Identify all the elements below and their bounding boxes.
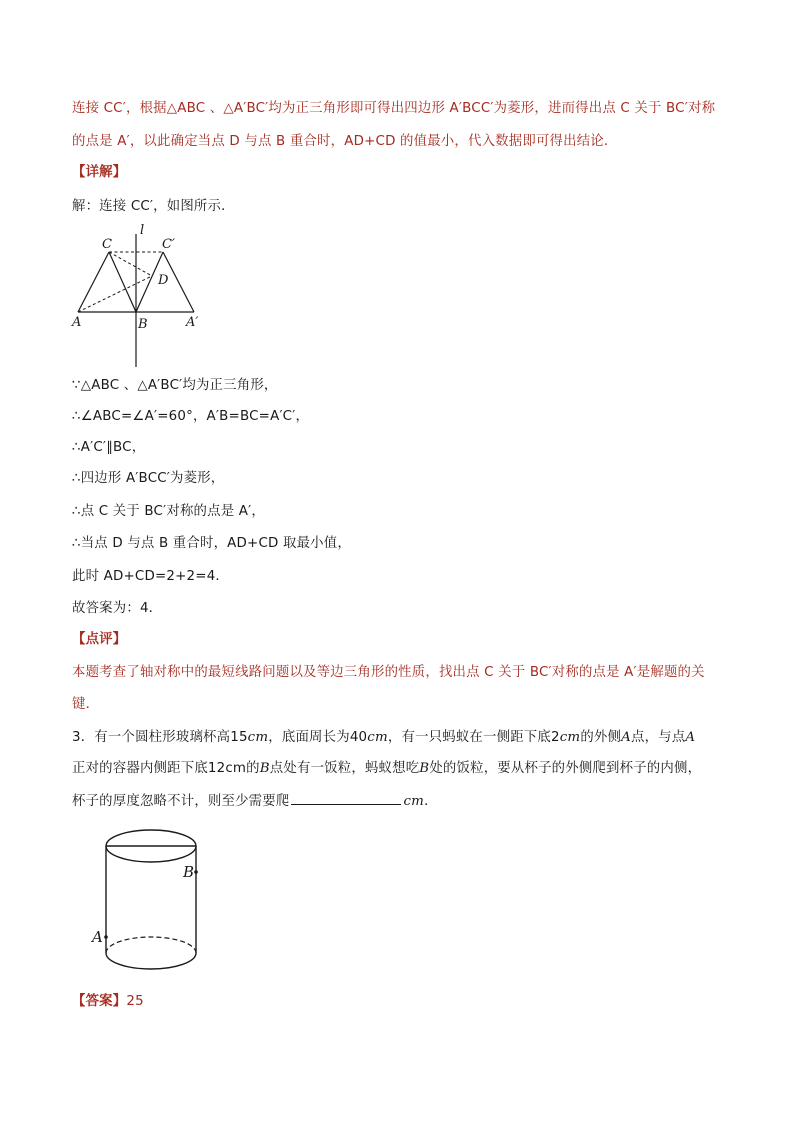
segment-ac [78,252,109,312]
label-l: l [140,223,145,238]
answer-value: 25 [126,994,144,1009]
comment-line-2: 键． [72,697,100,712]
label-a-prime: A′ [186,315,199,330]
label-cyl-a: A [92,928,103,946]
figure-equilateral-triangles [70,222,210,370]
bottom-back-arc [106,937,196,953]
label-d: D [158,273,169,288]
solution-intro: 解：连接 CC′，如图所示． [72,199,235,214]
answer-line [72,992,732,1012]
figure-cylinder [88,815,218,977]
analysis-line-1: 连接 CC′，根据△ABC 、△A′BC′均为正三角形即可得出四边形 A′BCC′为菱形，进而得出点 C 关于 BC′对称 [72,101,716,116]
step-1: ∵△ABC 、△A′BC′均为正三角形， [72,378,278,393]
answer-blank[interactable] [291,790,401,805]
question3-line-1: 3．有一个圆柱形玻璃杯高15cm，底面周长为40cm，有一只蚂蚁在一侧距下底2cm的外侧A点，与点A [72,730,696,745]
step-3: ∴A′C′∥BC， [72,440,146,455]
question3-line-3: 杯子的厚度忽略不计，则至少需要爬 cm． [72,790,732,812]
comment-line-1: 本题考查了轴对称中的最短线路问题以及等边三角形的性质，找出点 C 关于 BC′对称的点是 A′是解题的关 [72,665,705,680]
point-a [104,935,108,939]
step-5: ∴点 C 关于 BC′对称的点是 A′， [72,504,265,519]
label-c-prime: C′ [162,237,175,252]
detail-heading: 【详解】 [72,165,127,180]
question3-line-2: 正对的容器内侧距下底12cm的B点处有一饭粒，蚂蚁想吃B处的饭粒，要从杯子的外侧爬到杯子的内侧， [72,761,702,776]
step-8: 故答案为：4． [72,601,163,616]
segment-bc [109,252,136,312]
label-a: A [72,315,82,330]
label-cyl-b: B [183,863,195,881]
dashed-cd [109,252,152,276]
step-4: ∴四边形 A′BCC′为菱形， [72,471,225,486]
step-7: 此时 AD+CD=2+2=4． [72,569,229,584]
dashed-ad [78,276,152,312]
comment-heading: 【点评】 [72,632,127,647]
answer-tag: 【答案】 [72,994,127,1009]
analysis-line-2: 的点是 A′，以此确定当点 D 与点 B 重合时，AD+CD 的值最小，代入数据即可得出结论． [72,134,618,149]
step-2: ∴∠ABC=∠A′=60°，A′B=BC=A′C′， [72,409,310,424]
label-c: C [102,237,112,252]
label-b: B [138,317,148,332]
step-6: ∴当点 D 与点 B 重合时，AD+CD 取最小值， [72,536,351,551]
point-b [194,870,198,874]
bottom-front-arc [106,953,196,969]
